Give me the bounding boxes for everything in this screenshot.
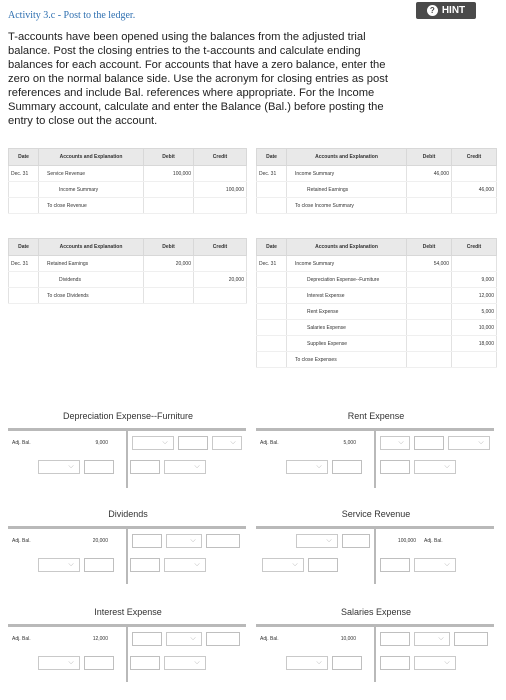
t-account-divider xyxy=(126,526,128,584)
ending-balance-input[interactable] xyxy=(84,656,114,670)
chevron-down-icon: ⌵ xyxy=(478,439,484,446)
chevron-down-icon: ⌵ xyxy=(190,635,196,642)
chevron-down-icon: ⌵ xyxy=(438,635,444,642)
account-cell: Salaries Expense xyxy=(287,320,407,336)
adj-bal-label: Adj. Bal. xyxy=(424,538,443,544)
account-cell: Interest Expense xyxy=(287,288,407,304)
adj-bal-value: 10,000 xyxy=(340,636,356,642)
ending-balance-reference-dropdown[interactable] xyxy=(38,656,80,670)
table-row xyxy=(9,288,247,304)
table-row xyxy=(257,288,497,304)
account-cell: Depreciation Expense--Furniture xyxy=(287,272,407,288)
account-cell: Service Revenue xyxy=(39,166,144,182)
chevron-down-icon: ⌵ xyxy=(444,561,450,568)
ending-balance-reference-dropdown[interactable] xyxy=(38,460,80,474)
table-row xyxy=(257,304,497,320)
t-account-title-service-revenue: Service Revenue xyxy=(341,509,411,519)
credit-amount-input[interactable] xyxy=(380,632,410,646)
t-account-title-interest: Interest Expense xyxy=(94,607,162,617)
account-cell: Rent Expense xyxy=(287,304,407,320)
credit-cell: 10,000 xyxy=(452,320,497,336)
chevron-down-icon: ⌵ xyxy=(68,659,74,666)
ending-balance-reference-dropdown[interactable] xyxy=(286,460,328,474)
header-credit: Credit xyxy=(452,149,497,166)
header-debit: Debit xyxy=(144,239,194,256)
credit-reference-dropdown[interactable] xyxy=(212,436,242,450)
ending-balance-input[interactable] xyxy=(84,558,114,572)
adj-bal-label: Adj. Bal. xyxy=(260,440,279,446)
credit-amount-input[interactable] xyxy=(206,534,240,548)
account-cell: To close Expenses xyxy=(287,352,407,368)
credit-cell: 9,000 xyxy=(452,272,497,288)
chevron-down-icon: ⌵ xyxy=(194,561,200,568)
adj-bal-value: 12,000 xyxy=(92,636,108,642)
adj-bal-label: Adj. Bal. xyxy=(260,636,279,642)
debit-balance-input[interactable] xyxy=(308,558,338,572)
header-accounts: Accounts and Explanation xyxy=(39,239,144,256)
credit-balance-reference-dropdown[interactable] xyxy=(164,656,206,670)
credit-balance-input[interactable] xyxy=(130,656,160,670)
account-cell: Retained Earnings xyxy=(287,182,407,198)
t-account-title-dividends: Dividends xyxy=(108,509,148,519)
adj-bal-label: Adj. Bal. xyxy=(12,636,31,642)
credit-balance-reference-dropdown[interactable] xyxy=(414,656,456,670)
credit-cell xyxy=(452,256,497,272)
table-row xyxy=(257,256,497,272)
credit-reference-dropdown[interactable] xyxy=(380,436,410,450)
header-date: Date xyxy=(257,149,287,166)
adj-bal-label: Adj. Bal. xyxy=(12,440,31,446)
chevron-down-icon: ⌵ xyxy=(398,439,404,446)
header-accounts: Accounts and Explanation xyxy=(287,239,407,256)
credit-cell xyxy=(194,256,247,272)
account-cell: Supplies Expense xyxy=(287,336,407,352)
credit-reference-dropdown[interactable] xyxy=(132,436,174,450)
header-date: Date xyxy=(257,239,287,256)
credit-cell xyxy=(194,166,247,182)
ending-balance-reference-dropdown[interactable] xyxy=(286,656,328,670)
journal-table-close-expenses xyxy=(256,238,497,368)
debit-balance-reference-dropdown[interactable] xyxy=(262,558,304,572)
debit-cell: 20,000 xyxy=(144,256,194,272)
journal-table-close-dividends xyxy=(8,238,247,304)
t-account-divider xyxy=(126,624,128,682)
debit-cell xyxy=(407,182,452,198)
instructions-text: T-accounts have been opened using the balances from the adjusted trial balance. Post the closing entries to the t-accounts and calculate ending balances for each account. For accounts that have a zero balance, enter the zero on the normal balance side. Use the acronym for closing entries as post references and include Bal. references where appropriate. For the Income Summary account, calculate and enter the Balance (Bal.) before posting the entry to close out the account. xyxy=(8,31,388,127)
chevron-down-icon: ⌵ xyxy=(230,439,236,446)
credit-cell: 20,000 xyxy=(194,272,247,288)
chevron-down-icon: ⌵ xyxy=(292,561,298,568)
t-account-divider xyxy=(374,624,376,682)
t-account-divider xyxy=(374,428,376,488)
table-row xyxy=(9,198,247,214)
table-row xyxy=(257,182,497,198)
credit-cell xyxy=(452,166,497,182)
debit-cell: 100,000 xyxy=(144,166,194,182)
question-icon: ? xyxy=(427,5,438,16)
debit-cell: 54,000 xyxy=(407,256,452,272)
table-row xyxy=(9,256,247,272)
table-row xyxy=(9,166,247,182)
table-row xyxy=(257,320,497,336)
credit-amount-input[interactable] xyxy=(178,436,208,450)
debit-cell: 46,000 xyxy=(407,166,452,182)
debit-cell xyxy=(144,182,194,198)
header-debit: Debit xyxy=(407,239,452,256)
ending-balance-reference-dropdown[interactable] xyxy=(414,558,456,572)
chevron-down-icon: ⌵ xyxy=(194,659,200,666)
adj-bal-value: 9,000 xyxy=(95,440,108,446)
table-row xyxy=(9,272,247,288)
chevron-down-icon: ⌵ xyxy=(316,659,322,666)
table-row xyxy=(257,336,497,352)
chevron-down-icon: ⌵ xyxy=(444,659,450,666)
table-row xyxy=(257,272,497,288)
activity-title: Activity 3.c - Post to the ledger. xyxy=(8,10,136,21)
hint-button[interactable] xyxy=(416,2,476,19)
header-debit: Debit xyxy=(407,149,452,166)
debit-cell xyxy=(144,272,194,288)
account-cell: To close Income Summary xyxy=(287,198,407,214)
account-cell: Retained Earnings xyxy=(39,256,144,272)
account-cell: Income Summary xyxy=(287,166,407,182)
t-account-title-salaries: Salaries Expense xyxy=(340,607,412,617)
table-row xyxy=(257,166,497,182)
hint-label: HINT xyxy=(441,5,466,16)
credit-amount-input[interactable] xyxy=(206,632,240,646)
chevron-down-icon: ⌵ xyxy=(68,561,74,568)
t-account-title-depreciation: Depreciation Expense--Furniture xyxy=(62,411,194,421)
credit-balance-reference-dropdown[interactable] xyxy=(164,460,206,474)
account-cell: To close Dividends xyxy=(39,288,144,304)
header-credit: Credit xyxy=(194,239,247,256)
date-cell: Dec. 31 xyxy=(257,256,287,272)
credit-reference-dropdown[interactable] xyxy=(414,632,450,646)
header-credit: Credit xyxy=(194,149,247,166)
ending-balance-input[interactable] xyxy=(380,558,410,572)
ending-balance-input[interactable] xyxy=(332,656,362,670)
date-cell: Dec. 31 xyxy=(9,256,39,272)
credit-balance-input[interactable] xyxy=(130,460,160,474)
credit-amount-input[interactable] xyxy=(132,534,162,548)
adj-bal-label: Adj. Bal. xyxy=(12,538,31,544)
account-cell: To close Revenue xyxy=(39,198,144,214)
ending-balance-reference-dropdown[interactable] xyxy=(38,558,80,572)
credit-balance-input[interactable] xyxy=(130,558,160,572)
t-account-divider xyxy=(126,428,128,488)
credit-balance-input[interactable] xyxy=(380,460,410,474)
header-accounts: Accounts and Explanation xyxy=(287,149,407,166)
adj-bal-value: 100,000 xyxy=(397,538,416,544)
ending-balance-input[interactable] xyxy=(84,460,114,474)
header-date: Date xyxy=(9,149,39,166)
credit-cell: 46,000 xyxy=(452,182,497,198)
chevron-down-icon: ⌵ xyxy=(444,463,450,470)
header-credit: Credit xyxy=(452,239,497,256)
chevron-down-icon: ⌵ xyxy=(194,463,200,470)
adj-bal-value: 20,000 xyxy=(92,538,108,544)
t-account-title-rent: Rent Expense xyxy=(347,411,405,421)
credit-reference-dropdown[interactable] xyxy=(166,632,202,646)
credit-reference-dropdown[interactable] xyxy=(166,534,202,548)
credit-balance-input[interactable] xyxy=(380,656,410,670)
credit-balance-reference-dropdown[interactable] xyxy=(164,558,206,572)
chevron-down-icon: ⌵ xyxy=(190,537,196,544)
account-cell: Income Summary xyxy=(287,256,407,272)
chevron-down-icon: ⌵ xyxy=(162,439,168,446)
table-row xyxy=(9,182,247,198)
credit-cell: 18,000 xyxy=(452,336,497,352)
adj-bal-value: 5,000 xyxy=(343,440,356,446)
credit-amount-input[interactable] xyxy=(454,632,488,646)
credit-reference-dropdown[interactable] xyxy=(448,436,490,450)
chevron-down-icon: ⌵ xyxy=(316,463,322,470)
journal-table-close-income-summary xyxy=(256,148,497,214)
credit-cell: 100,000 xyxy=(194,182,247,198)
account-cell: Dividends xyxy=(39,272,144,288)
t-account-divider xyxy=(374,526,376,584)
journal-table-close-revenue xyxy=(8,148,247,214)
credit-balance-reference-dropdown[interactable] xyxy=(414,460,456,474)
header-accounts: Accounts and Explanation xyxy=(39,149,144,166)
debit-reference-dropdown[interactable] xyxy=(296,534,338,548)
table-row xyxy=(257,198,497,214)
chevron-down-icon: ⌵ xyxy=(326,537,332,544)
account-cell: Income Summary xyxy=(39,182,144,198)
date-cell: Dec. 31 xyxy=(257,166,287,182)
chevron-down-icon: ⌵ xyxy=(68,463,74,470)
header-date: Date xyxy=(9,239,39,256)
credit-cell: 5,000 xyxy=(452,304,497,320)
table-row xyxy=(257,352,497,368)
ending-balance-input[interactable] xyxy=(332,460,362,474)
header-debit: Debit xyxy=(144,149,194,166)
debit-amount-input[interactable] xyxy=(342,534,370,548)
credit-cell: 12,000 xyxy=(452,288,497,304)
date-cell: Dec. 31 xyxy=(9,166,39,182)
credit-amount-input[interactable] xyxy=(132,632,162,646)
credit-amount-input[interactable] xyxy=(414,436,444,450)
